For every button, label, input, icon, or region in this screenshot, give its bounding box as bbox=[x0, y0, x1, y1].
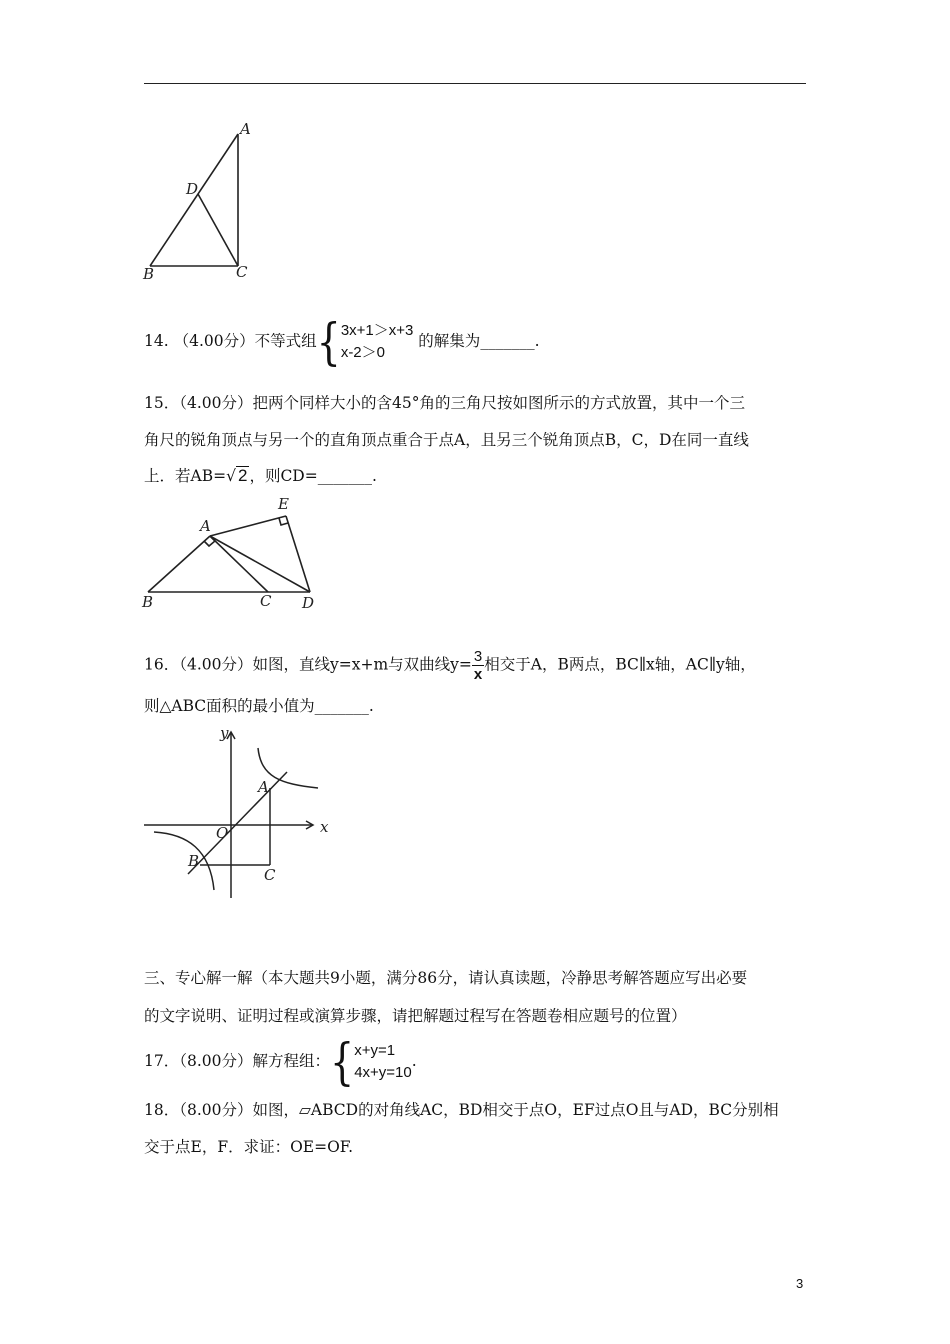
label-b: B bbox=[143, 265, 155, 283]
q14-blank: _______ bbox=[480, 332, 535, 350]
q14-prefix: 不等式组 bbox=[254, 332, 317, 350]
q14-suffix: 的解集为 bbox=[418, 332, 481, 350]
q17-system bbox=[354, 1040, 412, 1084]
label-y: y bbox=[220, 724, 229, 742]
q14-brace: { bbox=[316, 313, 341, 371]
section-3-line-2: 的文字说明、证明过程或演算步骤，请把解题过程写在答题卷相应题号的位置） bbox=[144, 1007, 687, 1025]
q17-eq1: x+y=1 bbox=[354, 1042, 396, 1059]
page-number: 3 bbox=[796, 1276, 804, 1291]
question-17 bbox=[144, 1033, 417, 1091]
q16-suffix: 相交于A，B两点，BC∥x轴，AC∥y轴， bbox=[484, 655, 756, 674]
question-18-line-2: 交于点E，F．求证：OE=OF. bbox=[144, 1138, 354, 1156]
question-16-line-2: 则△ABC面积的最小值为_______. bbox=[144, 697, 374, 715]
question-18-line-1: 18．（8.00分）如图，▱ABCD的对角线AC，BD相交于点O，EF过点O且与AD，BC分别相 bbox=[144, 1101, 779, 1119]
label-b: B bbox=[188, 852, 200, 870]
segment-dc bbox=[198, 194, 238, 266]
q17-eq2: 4x+y=10 bbox=[354, 1064, 412, 1081]
q17-end: . bbox=[411, 1052, 417, 1070]
label-o: O bbox=[216, 824, 229, 842]
label-x: x bbox=[320, 818, 329, 836]
figure-set-squares-q15 bbox=[138, 492, 328, 612]
question-16-line-1 bbox=[144, 648, 756, 683]
q14-ineq2: x-2＞0 bbox=[340, 344, 385, 361]
question-15-line-3 bbox=[144, 466, 377, 486]
q17-prefix: 17．（8.00分）解方程组： bbox=[144, 1052, 330, 1070]
label-c: C bbox=[260, 592, 272, 610]
header-rule bbox=[144, 83, 806, 84]
line-y-x-plus-m bbox=[188, 772, 287, 874]
label-b: B bbox=[142, 593, 154, 611]
sqrt-sign: √ bbox=[226, 467, 236, 485]
label-d: D bbox=[302, 594, 315, 612]
label-c: C bbox=[236, 263, 248, 281]
q16-prefix: 16．（4.00分）如图，直线y=x+m与双曲线y= bbox=[144, 655, 472, 674]
q15-line3-prefix: 上．若AB= bbox=[144, 467, 227, 485]
question-14 bbox=[144, 313, 540, 371]
q16-frac-num: 3 bbox=[473, 648, 483, 665]
q15-line3-suffix: ，则CD=_______. bbox=[249, 467, 377, 485]
label-d: D bbox=[186, 180, 199, 198]
label-a: A bbox=[240, 120, 251, 138]
figure-hyperbola-q16 bbox=[140, 722, 340, 902]
q14-score: （4.00分） bbox=[173, 332, 255, 350]
q14-end: . bbox=[534, 332, 540, 350]
section-3-line-1: 三、专心解一解（本大题共9小题，满分86分，请认真读题，冷静思考解答题应写出必要 bbox=[144, 969, 748, 987]
label-e: E bbox=[278, 495, 289, 513]
figure-triangle-abc-q13 bbox=[140, 120, 260, 285]
question-15-line-1: 15．（4.00分）把两个同样大小的含45°角的三角尺按如图所示的方式放置，其中一个三 bbox=[144, 394, 745, 412]
q14-number: 14. bbox=[144, 332, 169, 350]
q17-brace: { bbox=[330, 1033, 355, 1091]
q14-system bbox=[341, 320, 414, 364]
label-c: C bbox=[264, 866, 276, 884]
label-a: A bbox=[200, 517, 211, 535]
segment-ae bbox=[210, 516, 286, 536]
q14-ineq1: 3x+1＞x+3 bbox=[340, 322, 414, 339]
q15-sqrt-value: 2 bbox=[237, 466, 248, 485]
label-a: A bbox=[258, 778, 269, 796]
q16-fraction bbox=[472, 648, 484, 683]
q16-frac-den: x bbox=[473, 666, 483, 683]
segment-ba bbox=[148, 536, 210, 592]
question-15-line-2: 角尺的锐角顶点与另一个的直角顶点重合于点A，且另三个锐角顶点B，C，D在同一直线 bbox=[144, 431, 749, 449]
hyperbola-branch-2 bbox=[154, 832, 214, 890]
segment-ab bbox=[150, 134, 238, 266]
